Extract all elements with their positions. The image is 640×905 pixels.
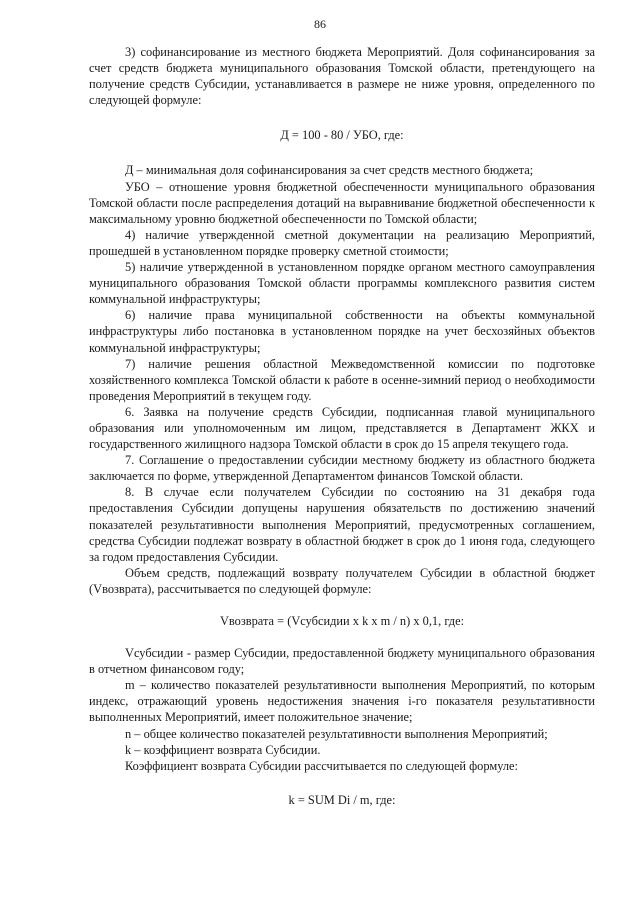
formula-refund: Vвозврата = (Vсубсидии x k x m / n) x 0,1, где: (219, 614, 465, 628)
paragraph-item-7-agreement: 7. Соглашение о предоставлении субсидии местному бюджету из областного бюджета заключается по форме, утвержденной Департаментом финансов Томской области. (89, 453, 595, 484)
paragraph-def-n: n – общее количество показателей результативности выполнения Мероприятий; (125, 726, 548, 741)
paragraph-k-formula-intro: Коэффициент возврата Субсидии рассчитывается по следующей формуле: (125, 758, 519, 773)
paragraph-def-k: k – коэффициент возврата Субсидии. (125, 742, 321, 757)
paragraph-condition-5: 5) наличие утвержденной в установленном порядке органом местного самоуправления муниципального образования Томской области программы комплексного развития систем коммунальной инфраструктуры; (89, 260, 595, 307)
formula-coefficient: k = SUM Di / m, где: (288, 792, 396, 807)
paragraph-def-vsubsidy: Vсубсидии - размер Субсидии, предоставленной бюджету муниципального образования в отчетном финансовом году; (89, 646, 595, 677)
paragraph-condition-6: 6) наличие права муниципальной собственности на объекты коммунальной инфраструктуры либо постановка в установленном порядке на учет бесхозяйных объектов коммунальной инфраструктуры; (89, 308, 595, 355)
paragraph-item-6-application: 6. Заявка на получение средств Субсидии, подписанная главой муниципального образования или уполномоченным им лицом, представляется в Департамент ЖКХ и государственного жилищного надзора Томской области в срок до 15 апреля текущего года. (89, 404, 595, 452)
paragraph-def-ubo: УБО – отношение уровня бюджетной обеспеченности муниципального образования Томской области после распределения дотаций на выравнивание бюджетной обеспеченности к максимальному уровню бюджетной обеспеченности по Томской области; (89, 179, 595, 226)
formula-min-share: Д = 100 - 80 / УБО, где: (280, 128, 404, 143)
paragraph-item-8-refund: 8. В случае если получателем Субсидии по состоянию на 31 декабря года предоставления Субсидии допущены нарушения обязательств по достижению значений показателей результативности выполнения Мероприятий, предусмотренных соглашением, средства Субсидии подлежат возврату в областной бюджет в срок до 1 июня года, следующего за годом предоставления Субсидии. (89, 485, 595, 564)
paragraph-def-m: m – количество показателей результативности выполнения Мероприятий, по которым индекс, отражающий уровень недостижения значения i-го показателя результативности выполненных Мероприятий, имеет положительное значение; (89, 678, 595, 725)
paragraph-def-d: Д – минимальная доля софинансирования за счет средств местного бюджета; (125, 163, 534, 178)
document-body (89, 44, 595, 808)
paragraph-condition-7: 7) наличие решения областной Межведомственной комиссии по подготовке хозяйственного комплекса Томской области к работе в осенне-зимний период о необходимости проведения Мероприятий в текущем году. (89, 356, 595, 403)
page-number: 86 (314, 17, 326, 31)
paragraph-refund-volume: Объем средств, подлежащий возврату получателем Субсидии в областной бюджет (Vвозврата), рассчитывается по следующей формуле: (89, 565, 595, 596)
paragraph-condition-4: 4) наличие утвержденной сметной документации на реализацию Мероприятий, прошедшей в установленном порядке проверку сметной стоимости; (89, 227, 595, 258)
paragraph-cofinancing: 3) софинансирование из местного бюджета Мероприятий. Доля софинансирования за счет средств бюджета муниципального образования Томской области, претендующего на получение средств Субсидии, устанавливается в размере не ниже уровня, определенного по следующей формуле: (89, 45, 595, 108)
